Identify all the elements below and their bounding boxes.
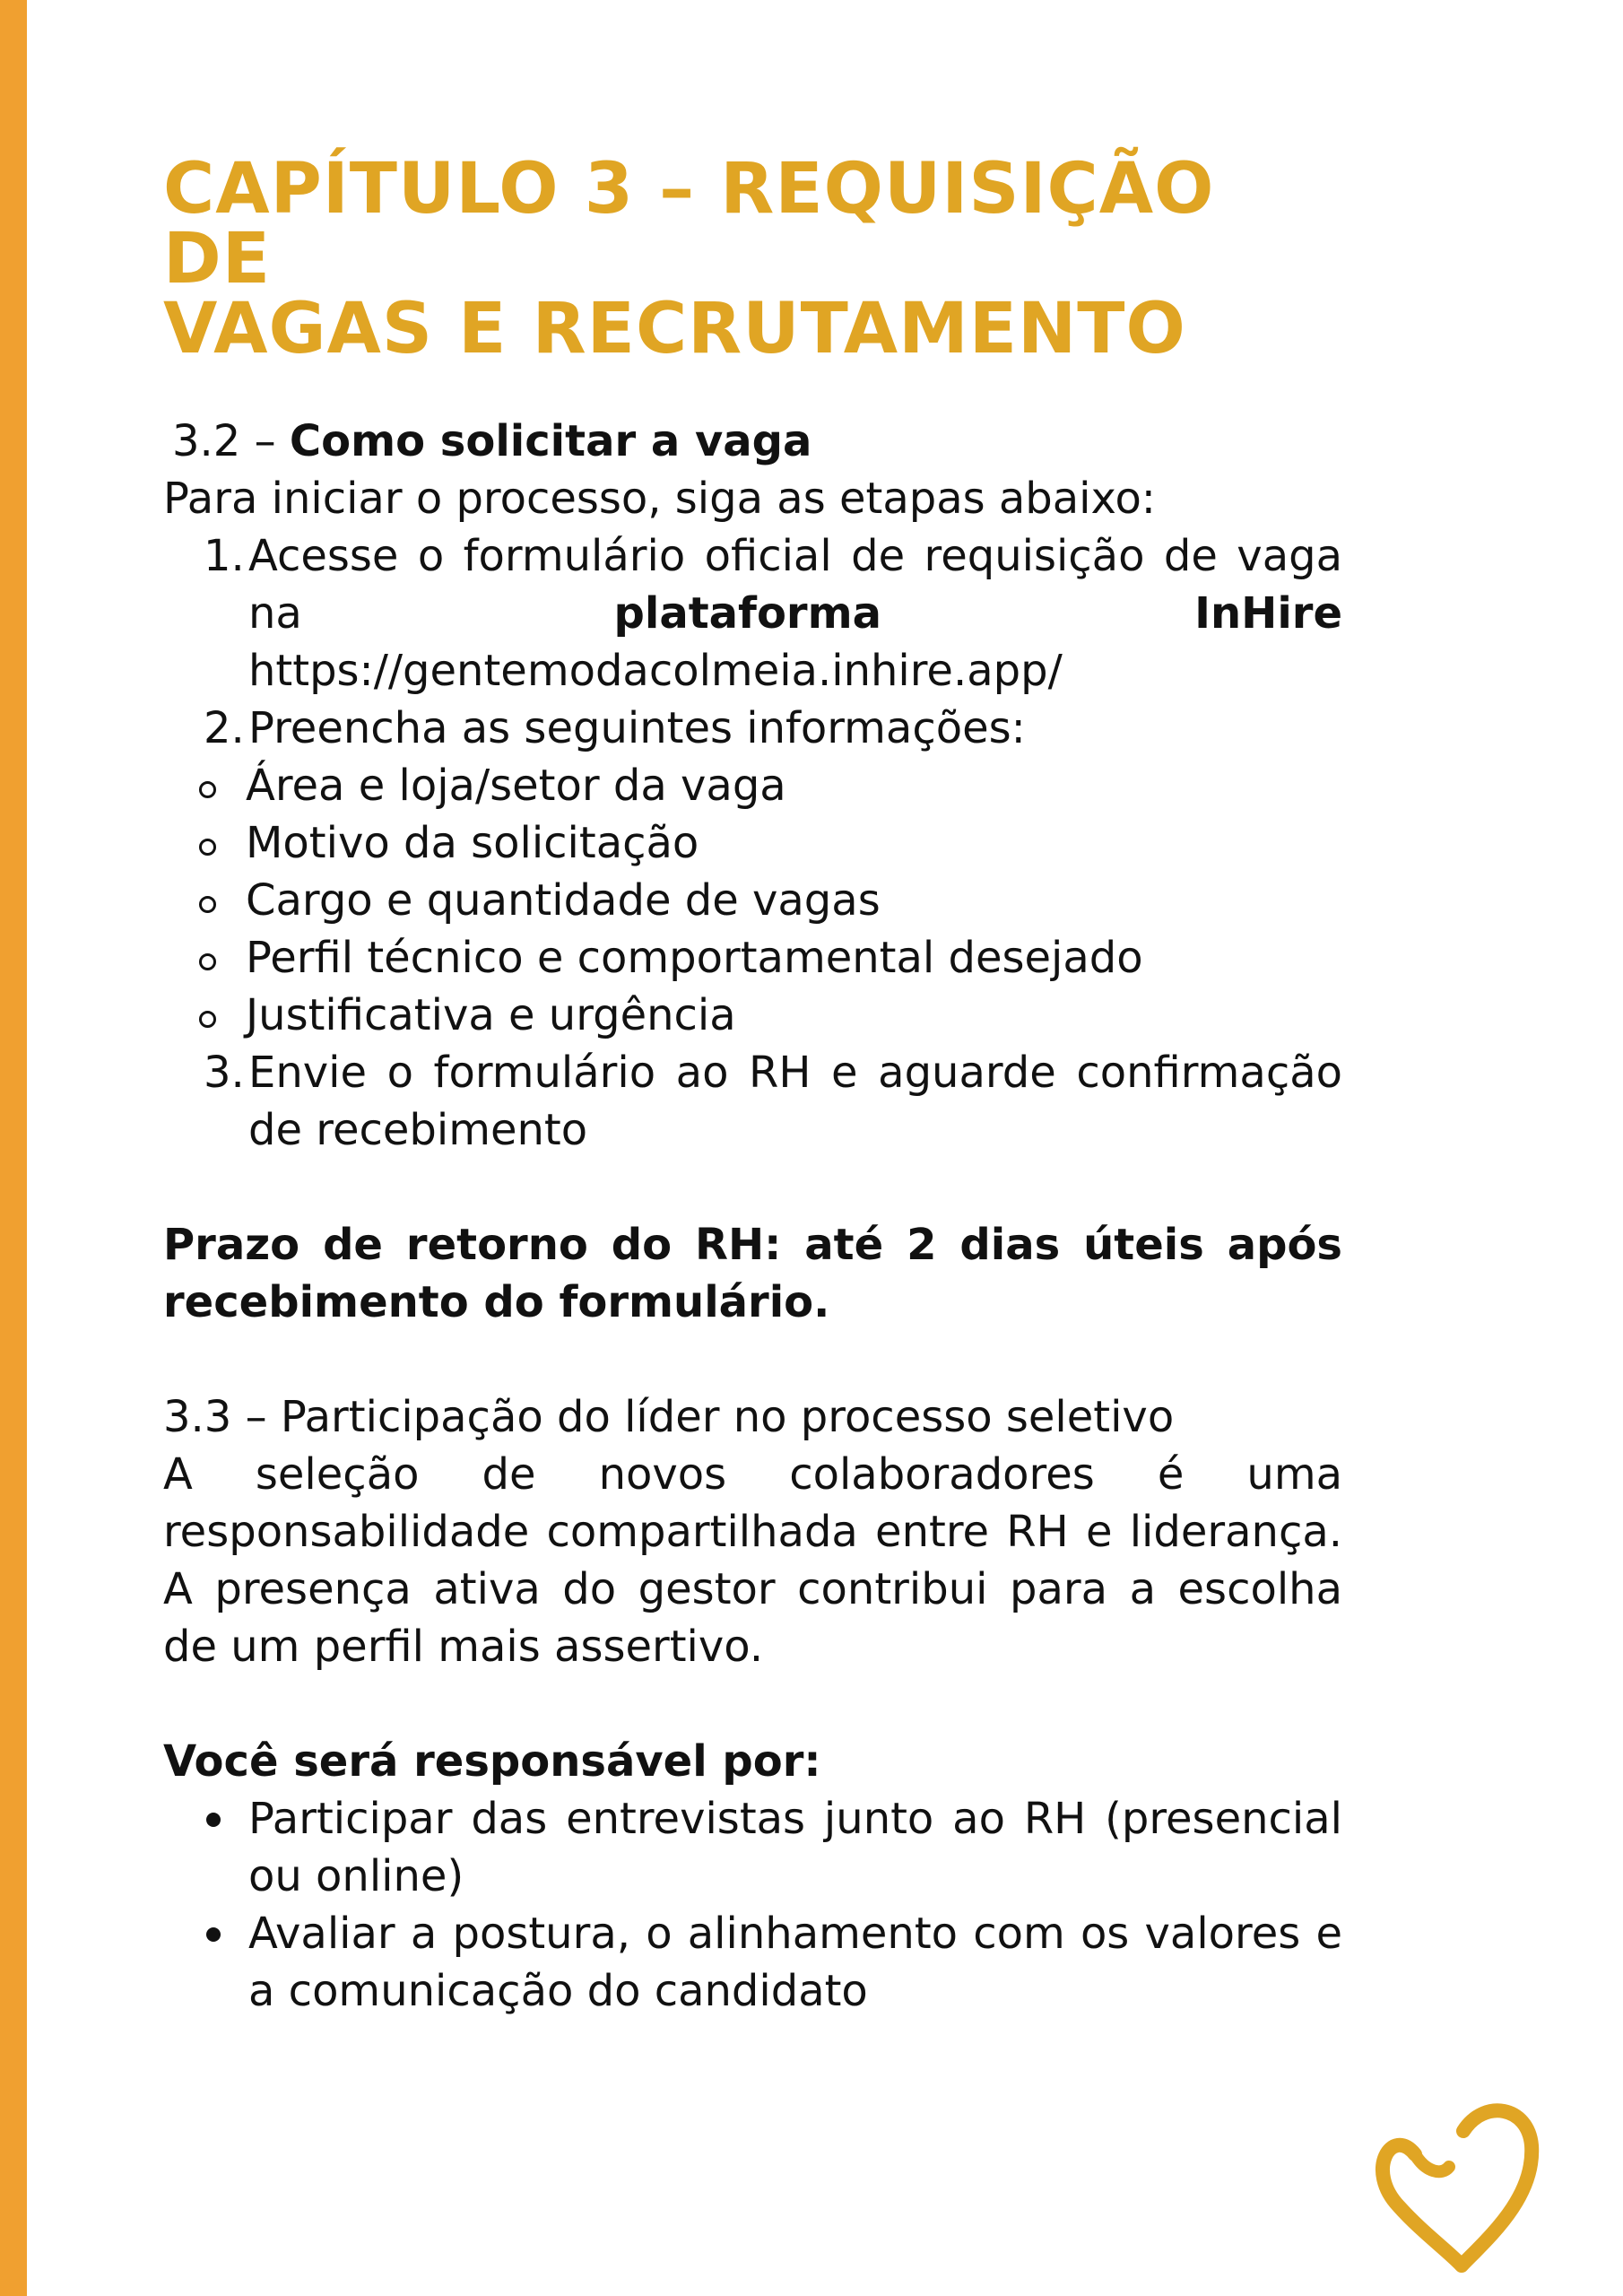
step-2 [163, 700, 1342, 757]
list-item [163, 1905, 1342, 2020]
circle-bullet-icon [199, 953, 216, 970]
list-item [163, 987, 1342, 1044]
circle-bullet-icon [199, 1011, 216, 1028]
step-number: 3. [204, 1048, 245, 1098]
section-3-3-paragraph: A seleção de novos colaboradores é uma responsabilidade compartilhada entre RH e liderança. A presença ativa do gestor contribui para a escolha de um perfil mais assertivo. [163, 1449, 1342, 1672]
required-info-list [163, 757, 1342, 1044]
step-1-text: Acesse o formulário oficial de requisição de vaga na [248, 531, 1342, 639]
rh-deadline-notice: Prazo de retorno do RH: até 2 dias úteis após recebimento do formulário. [163, 1220, 1342, 1327]
list-item-text: Motivo da solicitação [246, 818, 699, 868]
list-item [163, 872, 1342, 929]
step-1 [163, 527, 1342, 700]
step-number: 2. [204, 703, 245, 753]
circle-bullet-icon [199, 896, 216, 913]
list-item [163, 757, 1342, 814]
disc-bullet-icon [206, 1927, 221, 1942]
accent-side-bar [0, 0, 27, 2296]
spacer [163, 1331, 1342, 1388]
step-3 [163, 1044, 1342, 1159]
list-item-text: Perfil técnico e comportamental desejado [246, 933, 1143, 983]
section-3-3-title: 3.3 – Participação do líder no processo seletivo [163, 1392, 1175, 1442]
step-2-text: Preencha as seguintes informações: [248, 703, 1026, 753]
list-item-text: Avaliar a postura, o alinhamento com os valores e a comunicação do candidato [248, 1909, 1342, 2016]
spacer [163, 1675, 1342, 1733]
section-3-2-number: 3.2 – [172, 416, 276, 466]
step-number: 1. [204, 531, 245, 581]
list-item-text: Cargo e quantidade de vagas [246, 875, 881, 926]
list-item [163, 1790, 1342, 1905]
spacer [163, 1159, 1342, 1216]
section-3-2-title: Como solicitar a vaga [289, 416, 812, 466]
heart-logo-icon [1372, 2090, 1551, 2278]
section-3-2-intro: Para iniciar o processo, siga as etapas abaixo: [163, 474, 1156, 524]
chapter-title-line-1: CAPÍTULO 3 – REQUISIÇÃO DE [163, 149, 1215, 300]
list-item-text: Justificativa e urgência [246, 990, 736, 1040]
steps-list [163, 527, 1342, 757]
circle-bullet-icon [199, 839, 216, 856]
steps-list-continued [163, 1044, 1342, 1159]
section-3-2-heading [163, 413, 1342, 470]
page-content [163, 149, 1342, 2020]
step-1-platform: plataforma InHire [613, 588, 1342, 639]
list-item-text: Área e loja/setor da vaga [246, 761, 786, 811]
responsibilities-list [163, 1790, 1342, 2020]
circle-bullet-icon [199, 781, 216, 798]
inhire-link[interactable]: https://gentemodacolmeia.inhire.app/ [248, 646, 1063, 696]
step-3-text: Envie o formulário ao RH e aguarde confirmação de recebimento [248, 1048, 1342, 1155]
list-item [163, 814, 1342, 872]
chapter-title [163, 149, 1342, 370]
chapter-title-line-2: VAGAS E RECRUTAMENTO [163, 289, 1186, 370]
responsibilities-heading: Você será responsável por: [163, 1736, 821, 1787]
list-item-text: Participar das entrevistas junto ao RH (presencial ou online) [248, 1794, 1342, 1901]
disc-bullet-icon [206, 1813, 221, 1827]
list-item [163, 929, 1342, 987]
